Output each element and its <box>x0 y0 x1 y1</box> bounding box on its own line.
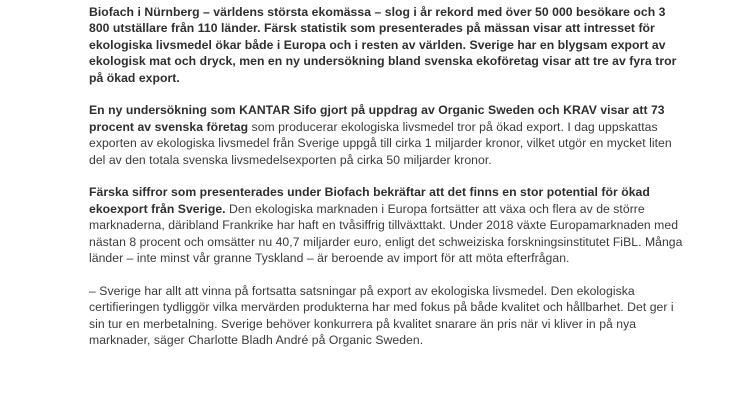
survey-bold-text: En ny undersökning som KANTAR Sifo gjort på uppdrag av Organic Sweden och KRAV visar att 73 procent av svenska företag <box>89 103 665 134</box>
lead-text: Biofach i Nürnberg – världens största ekomässa – slog i år rekord med över 50 000 besökare och 3 800 utställare från 110 länder. Färsk statistik som presenterades på mässan visar att intresset för ekologiska livsmedel ökar både i Europa och i resten av världen. Sverige har en blygsam export av ekologisk mat och dryck, men en ny undersökning bland svenska ekoföretag visar att tre av fyra tror på ökad export. <box>89 5 677 85</box>
market-paragraph <box>89 184 689 266</box>
survey-paragraph <box>89 102 689 168</box>
market-text: Den ekologiska marknaden i Europa fortsätter att växa och flera av de större marknaderna, däribland Frankrike har haft en tvåsiffrig tillväxttakt. Under 2018 växte Europamarknaden med nästan 8 procent och omsätter nu 40,7 miljarder euro, enligt det schweiziska forskningsinstitutet FiBL. Många länder – inte minst vår granne Tyskland – är beroende av import för att möta efterfrågan. <box>89 201 683 266</box>
lead-paragraph <box>89 4 689 86</box>
press-release-body <box>89 4 689 365</box>
quote-paragraph: – Sverige har allt att vinna på fortsatta satsningar på export av ekologiska livsmedel. Den ekologiska certifieringen tydliggör vilka mervärden produkterna har med fokus på både kvalitet och hållbarhet. Det ger i sin tur en merbetalning. Sverige behöver konkurrera på kvalitet snarare än pris när vi kliver in på nya marknader, säger Charlotte Bladh André på Organic Sweden. <box>89 283 674 348</box>
market-bold-text: Färska siffror som presenterades under Biofach bekräftar att det finns en stor potential för ökad ekoexport från Sverige. <box>89 185 650 216</box>
survey-text: som producerar ekologiska livsmedel tror på ökad export. I dag uppskattas exporten av ekologiska livsmedel från Sverige uppgå till cirka 1 miljarder kronor, vilket utgör en mycket liten del av den totala svenska livsmedelsexporten på cirka 50 miljarder kronor. <box>89 119 672 167</box>
